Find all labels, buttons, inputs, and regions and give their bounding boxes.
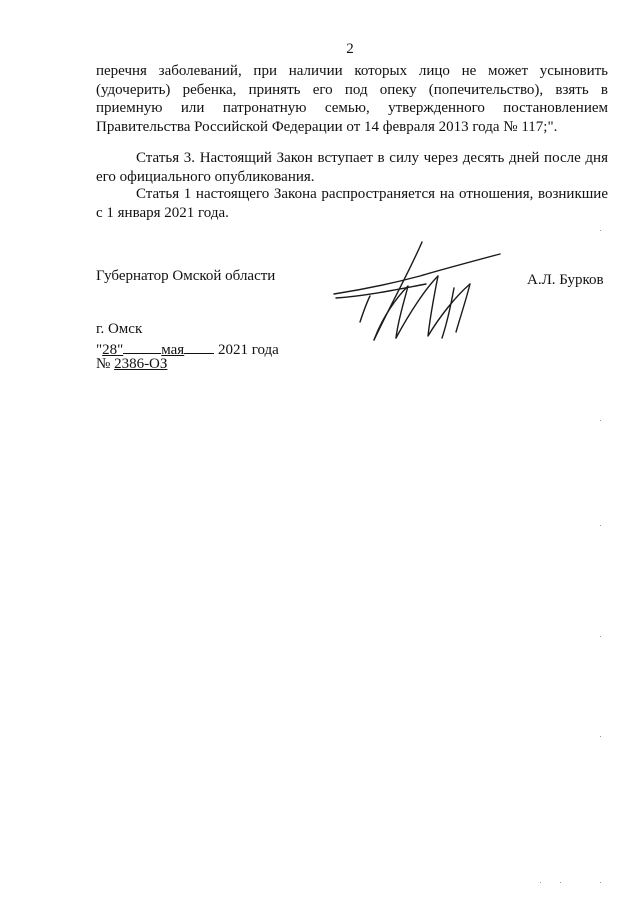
paragraph-article-3: Статья 3. Настоящий Закон вступает в силу через десять дней после дня его официального опубликования. (96, 150, 608, 185)
page-number: 2 (346, 41, 354, 57)
scan-speck (600, 420, 601, 421)
signatory-position: Губернатор Омской области (96, 268, 276, 284)
scan-speck (600, 230, 601, 231)
scan-speck (600, 636, 601, 637)
scan-speck (600, 525, 601, 526)
date-close-quote: " (117, 342, 124, 358)
number-prefix: № (96, 356, 111, 372)
date-blank-1 (123, 339, 161, 354)
date-month: мая (161, 342, 185, 358)
date-year: 2021 года (217, 342, 279, 358)
date-day: 28 (102, 342, 118, 358)
scan-speck (540, 882, 541, 883)
paragraph-article-1-scope: Статья 1 настоящего Закона распространяется на отношения, возникшие с 1 января 2021 года. (96, 186, 608, 221)
place-of-signing: г. Омск (96, 321, 143, 337)
scan-speck (600, 882, 601, 883)
date-blank-2 (184, 339, 214, 354)
scan-speck (600, 736, 601, 737)
law-number (96, 356, 167, 373)
date-open-quote: " (96, 342, 103, 358)
scan-speck (560, 882, 561, 883)
paragraph-continuation: перечня заболеваний, при наличии которых лицо не может усыновить (удочерить) ребенка, принять его под опеку (попечительство), взять в приемную или патронатную семью, утвержденного постановлением Правительства Российской Федерации от 14 февраля 2013 года № 117;". (96, 63, 608, 135)
signatory-name: А.Л. Бурков (527, 272, 604, 288)
handwritten-signature (330, 240, 510, 350)
number-value: 2386-ОЗ (114, 356, 168, 372)
